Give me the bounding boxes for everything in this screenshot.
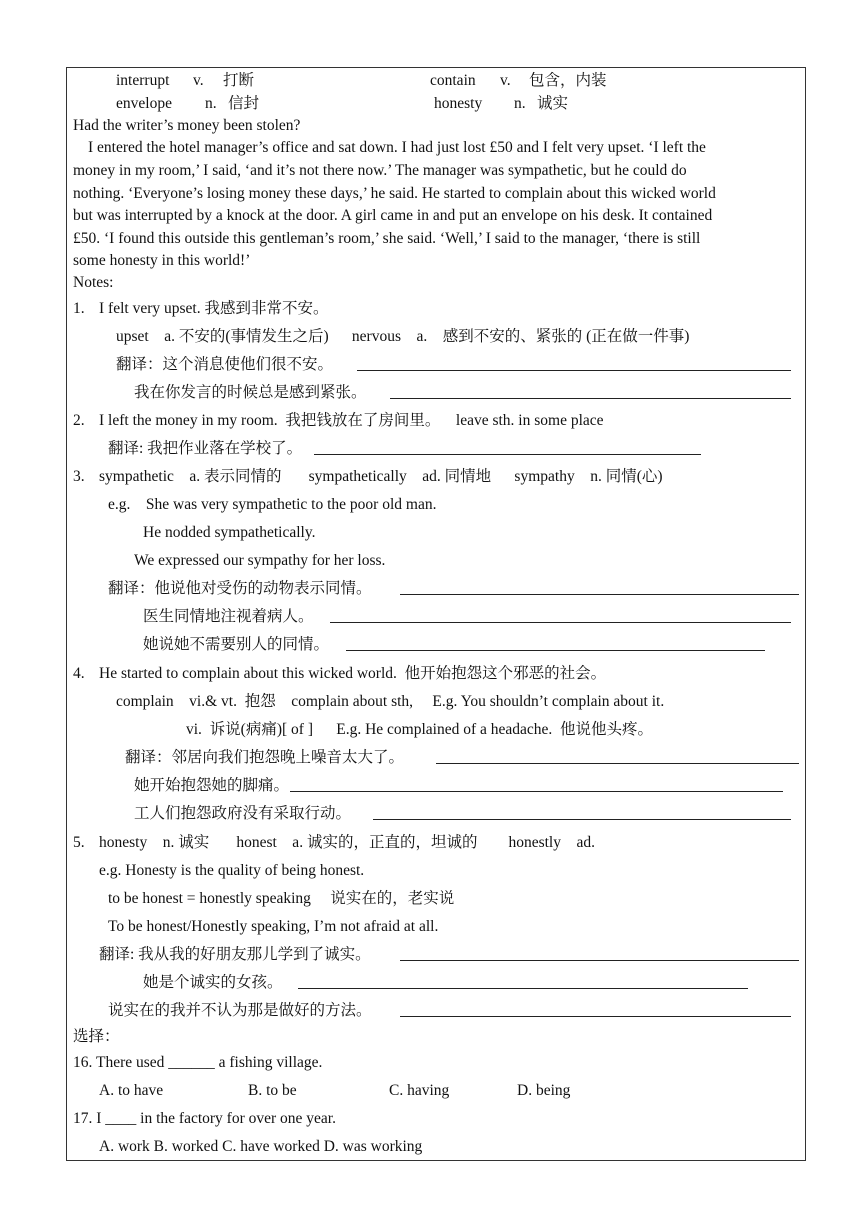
vocab-word: envelope <box>116 95 172 112</box>
option-d[interactable]: D. being <box>517 1082 571 1099</box>
option-a[interactable]: A. to have <box>99 1082 164 1099</box>
note-definition: vi. 诉说(病痛)[ of ] E.g. He complained of a headache. 他说他头疼。 <box>186 721 654 738</box>
note-definition: complain vi.& vt. 抱怨 complain about sth, E.g. You shouldn’t complain about it. <box>116 693 665 710</box>
note-number: 1. <box>73 300 85 317</box>
answer-blank[interactable] <box>400 947 799 961</box>
option-b[interactable]: B. to be <box>248 1082 297 1099</box>
answer-blank[interactable] <box>290 778 783 792</box>
note-title: He started to complain about this wicked world. 他开始抱怨这个邪恶的社会。 <box>99 665 607 682</box>
note-title: sympathetic a. 表示同情的 sympathetically ad. 同情地 sympathy n. 同情(心) <box>99 468 663 485</box>
question-options[interactable]: A. work B. worked C. have worked D. was working <box>99 1138 423 1155</box>
vocab-word: contain <box>430 72 476 89</box>
translation-prompt: 翻译：他说他对受伤的动物表示同情。 <box>108 580 372 597</box>
passage-question: Had the writer’s money been stolen? <box>73 117 301 134</box>
passage-line: £50. ‘I found this outside this gentleman’s room,’ she said. ‘Well,’ I said to the manager, ‘there is still <box>73 230 701 247</box>
translation-prompt: 翻译：邻居向我们抱怨晚上噪音太大了。 <box>125 749 405 766</box>
vocab-word: honesty <box>434 95 483 112</box>
vocab-pos: n. <box>514 95 526 112</box>
passage-line: money in my room,’ I said, ‘and it’s not there now.’ The manager was sympathetic, but he could do <box>73 162 687 179</box>
answer-blank[interactable] <box>390 385 791 399</box>
vocab-meaning: 包含，内装 <box>529 72 607 89</box>
answer-blank[interactable] <box>357 357 791 371</box>
translation-prompt: 她说她不需要别人的同情。 <box>143 636 330 653</box>
option-c[interactable]: C. having <box>389 1082 450 1099</box>
example-line: e.g. She was very sympathetic to the poor old man. <box>108 496 437 513</box>
answer-blank[interactable] <box>373 806 791 820</box>
answer-blank[interactable] <box>346 637 765 651</box>
choice-heading: 选择： <box>73 1028 120 1045</box>
translation-prompt: 说实在的我并不认为那是做好的方法。 <box>108 1002 372 1019</box>
answer-blank[interactable] <box>436 750 799 764</box>
note-title: I left the money in my room. 我把钱放在了房间里。 leave sth. in some place <box>99 412 604 429</box>
translation-prompt: 翻译: 我从我的好朋友那儿学到了诚实。 <box>99 946 371 963</box>
note-number: 4. <box>73 665 85 682</box>
vocab-pos: v. <box>193 72 204 89</box>
passage-line: nothing. ‘Everyone’s losing money these days,’ he said. He started to complain about this wicked world <box>73 185 716 202</box>
note-number: 5. <box>73 834 85 851</box>
vocab-meaning: 打断 <box>223 72 255 89</box>
example-line: e.g. Honesty is the quality of being honest. <box>99 862 365 879</box>
vocab-meaning: 信封 <box>228 95 260 112</box>
translation-prompt: 翻译: 我把作业落在学校了。 <box>108 440 303 457</box>
note-title: honesty n. 诚实 honest a. 诚实的，正直的，坦诚的 honestly ad. <box>99 834 595 851</box>
vocab-pos: v. <box>500 72 511 89</box>
example-line: To be honest/Honestly speaking, I’m not afraid at all. <box>108 918 439 935</box>
answer-blank[interactable] <box>330 609 791 623</box>
example-line: We expressed our sympathy for her loss. <box>134 552 386 569</box>
translation-prompt: 工人们抱怨政府没有采取行动。 <box>134 805 352 822</box>
passage-line: I entered the hotel manager’s office and sat down. I had just lost £50 and I felt very upset. ‘I left the <box>88 139 706 156</box>
translation-prompt: 翻译：这个消息使他们很不安。 <box>116 356 334 373</box>
answer-blank[interactable] <box>400 1003 791 1017</box>
passage-line: some honesty in this world!’ <box>73 252 251 269</box>
translation-prompt: 她是个诚实的女孩。 <box>143 974 283 991</box>
example-line: He nodded sympathetically. <box>143 524 316 541</box>
translation-prompt: 她开始抱怨她的脚痛。 <box>134 777 290 794</box>
note-title: I felt very upset. 我感到非常不安。 <box>99 300 329 317</box>
vocab-word: interrupt <box>116 72 170 89</box>
translation-prompt: 我在你发言的时候总是感到紧张。 <box>134 384 367 401</box>
answer-blank[interactable] <box>400 581 799 595</box>
answer-blank[interactable] <box>314 441 701 455</box>
note-number: 2. <box>73 412 85 429</box>
note-number: 3. <box>73 468 85 485</box>
question-stem: 16. There used ______ a fishing village. <box>73 1054 323 1071</box>
translation-prompt: 医生同情地注视着病人。 <box>143 608 314 625</box>
passage-line: but was interrupted by a knock at the door. A girl came in and put an envelope on his desk. It contained <box>73 207 713 224</box>
vocab-pos: n. <box>205 95 217 112</box>
answer-blank[interactable] <box>298 975 748 989</box>
notes-heading: Notes: <box>73 274 114 291</box>
note-definition: upset a. 不安的(事情发生之后) nervous a. 感到不安的、紧张的 (正在做一件事) <box>116 328 690 345</box>
vocab-meaning: 诚实 <box>537 95 569 112</box>
example-line: to be honest = honestly speaking 说实在的，老实说 <box>108 890 455 907</box>
question-stem: 17. I ____ in the factory for over one year. <box>73 1110 336 1127</box>
